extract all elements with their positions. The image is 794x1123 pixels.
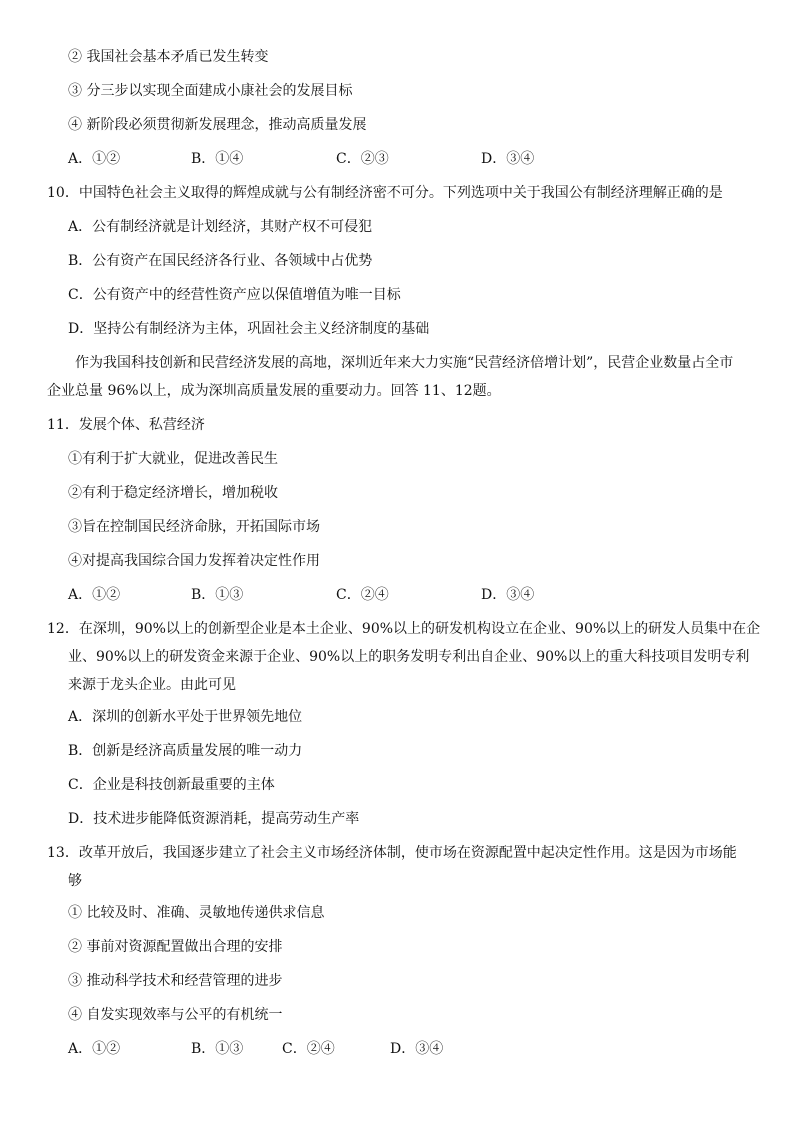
q11-option-d: D．③④ xyxy=(481,587,535,603)
q9-statement-3: ③ 分三步以实现全面建成小康社会的发展目标 xyxy=(68,83,353,99)
q10-option-d: D．坚持公有制经济为主体，巩固社会主义经济制度的基础 xyxy=(68,321,430,337)
q13-option-c: C．②④ xyxy=(282,1041,335,1057)
q12-option-a: A．深圳的创新水平处于世界领先地位 xyxy=(68,709,303,725)
q11-option-b: B．①③ xyxy=(191,587,244,603)
q12-stem-line-3: 来源于龙头企业。由此可见 xyxy=(68,677,236,693)
q13-statement-4: ④ 自发实现效率与公平的有机统一 xyxy=(68,1007,283,1023)
q10-option-c: C．公有资产中的经营性资产应以保值增值为唯一目标 xyxy=(68,287,401,303)
q13-stem-line-2: 够 xyxy=(68,873,82,889)
q13-statement-1: ① 比较及时、准确、灵敏地传递供求信息 xyxy=(68,905,325,921)
q10-option-b: B．公有资产在国民经济各行业、各领域中占优势 xyxy=(68,253,373,269)
q10-option-a: A．公有制经济就是计划经济，其财产权不可侵犯 xyxy=(68,219,373,235)
q11-statement-1: ①有利于扩大就业，促进改善民生 xyxy=(68,451,278,467)
q13-option-d: D．③④ xyxy=(390,1041,444,1057)
q13-statement-2: ② 事前对资源配置做出合理的安排 xyxy=(68,939,283,955)
q12-option-d: D．技术进步能降低资源消耗，提高劳动生产率 xyxy=(68,811,360,827)
q9-option-b: B．①④ xyxy=(191,151,244,167)
q12-stem-line-1: 12．在深圳，90%以上的创新型企业是本土企业、90%以上的研发机构设立在企业、90%以上的研发人员集中在企 xyxy=(47,621,761,637)
passage-line-1: 作为我国科技创新和民营经济发展的高地，深圳近年来大力实施“民营经济倍增计划”，民营企业数量占全市 xyxy=(75,355,734,371)
q11-statement-4: ④对提高我国综合国力发挥着决定性作用 xyxy=(68,553,320,569)
q11-option-a: A．①② xyxy=(68,587,121,603)
q9-statement-4: ④ 新阶段必须贯彻新发展理念，推动高质量发展 xyxy=(68,117,367,133)
q11-option-c: C．②④ xyxy=(336,587,389,603)
q9-option-a: A．①② xyxy=(68,151,121,167)
passage-line-2: 企业总量 96%以上，成为深圳高质量发展的重要动力。回答 11、12题。 xyxy=(47,383,501,399)
q13-statement-3: ③ 推动科学技术和经营管理的进步 xyxy=(68,973,283,989)
q11-statement-3: ③旨在控制国民经济命脉，开拓国际市场 xyxy=(68,519,320,535)
q13-option-b: B．①③ xyxy=(191,1041,244,1057)
q11-statement-2: ②有利于稳定经济增长，增加税收 xyxy=(68,485,278,501)
q13-stem-line-1: 13．改革开放后，我国逐步建立了社会主义市场经济体制，使市场在资源配置中起决定性作用。这是因为市场能 xyxy=(47,845,737,861)
q9-option-c: C．②③ xyxy=(336,151,389,167)
q12-stem-line-2: 业、90%以上的研发资金来源于企业、90%以上的职务发明专利出自企业、90%以上的重大科技项目发明专利 xyxy=(68,649,750,665)
q9-statement-2: ② 我国社会基本矛盾已发生转变 xyxy=(68,49,269,65)
q13-option-a: A．①② xyxy=(68,1041,121,1057)
q9-option-d: D．③④ xyxy=(481,151,535,167)
q12-option-b: B．创新是经济高质量发展的唯一动力 xyxy=(68,743,303,759)
q10-stem: 10．中国特色社会主义取得的辉煌成就与公有制经济密不可分。下列选项中关于我国公有制经济理解正确的是 xyxy=(47,185,723,201)
q11-stem: 11．发展个体、私营经济 xyxy=(47,417,205,433)
q12-option-c: C．企业是科技创新最重要的主体 xyxy=(68,777,275,793)
